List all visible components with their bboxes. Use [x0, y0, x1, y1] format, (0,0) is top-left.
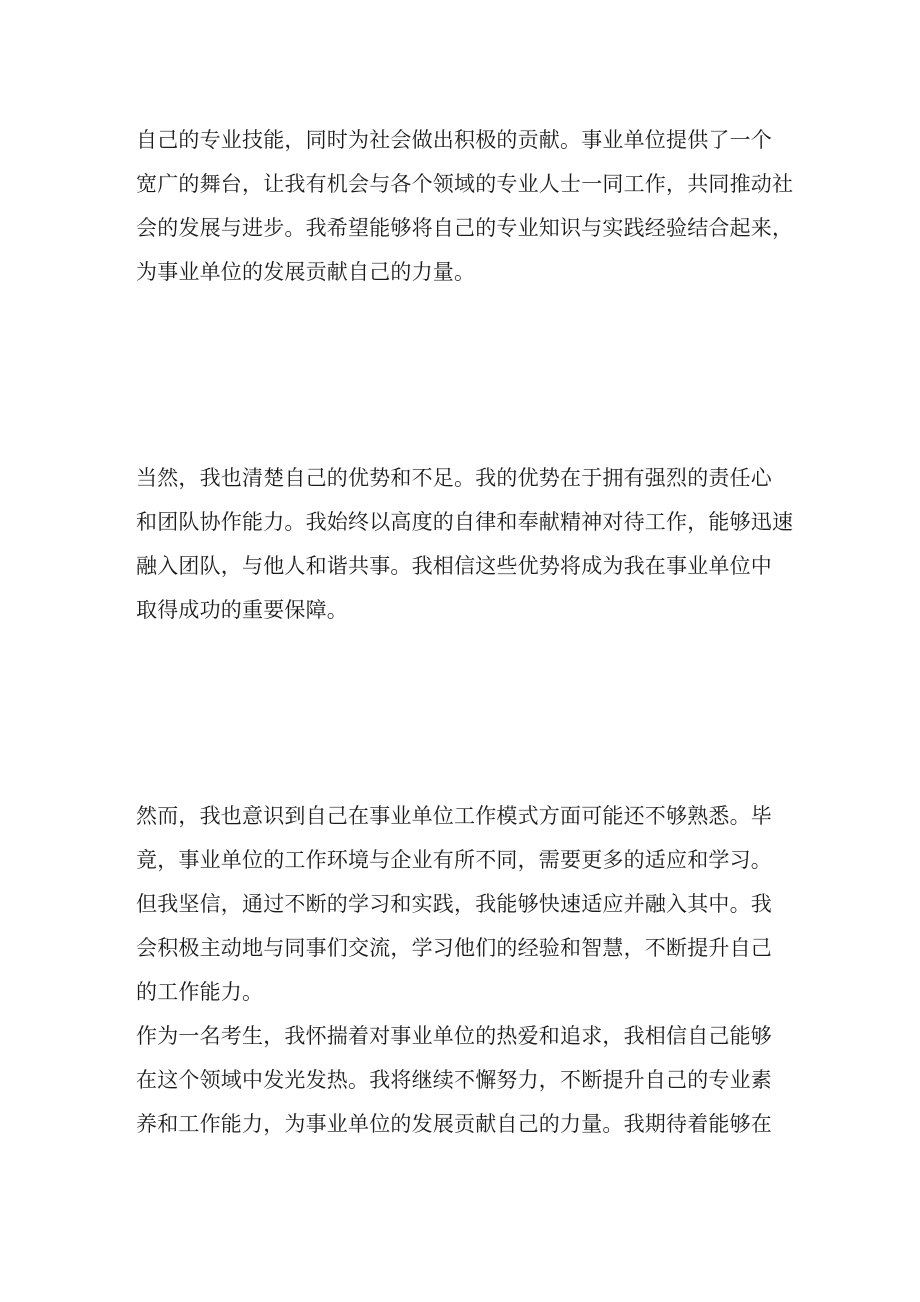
text-line: 的工作能力。	[136, 980, 264, 1004]
paragraph-strengths	[136, 456, 796, 632]
text-line: 取得成功的重要保障。	[136, 598, 348, 622]
paragraph-contribution	[136, 118, 796, 294]
text-line: 和团队协作能力。我始终以高度的自律和奉献精神对待工作，能够迅速	[136, 510, 794, 534]
text-line: 为事业单位的发展贡献自己的力量。	[136, 260, 476, 284]
text-line: 当然，我也清楚自己的优势和不足。我的优势在于拥有强烈的责任心	[136, 466, 772, 490]
text-line: 会的发展与进步。我希望能够将自己的专业知识与实践经验结合起来，	[136, 216, 794, 240]
text-line: 养和工作能力，为事业单位的发展贡献自己的力量。我期待着能够在	[136, 1112, 772, 1136]
text-line: 宽广的舞台，让我有机会与各个领域的专业人士一同工作，共同推动社	[136, 172, 794, 196]
paragraph-weaknesses	[136, 794, 796, 1146]
text-line: 然而，我也意识到自己在事业单位工作模式方面可能还不够熟悉。毕	[136, 804, 772, 828]
text-line: 融入团队，与他人和谐共事。我相信这些优势将成为我在事业单位中	[136, 554, 772, 578]
text-line: 会积极主动地与同事们交流，学习他们的经验和智慧，不断提升自己	[136, 936, 772, 960]
text-line: 在这个领域中发光发热。我将继续不懈努力，不断提升自己的专业素	[136, 1068, 772, 1092]
text-line: 自己的专业技能，同时为社会做出积极的贡献。事业单位提供了一个	[136, 128, 772, 152]
text-line: 竟，事业单位的工作环境与企业有所不同，需要更多的适应和学习。	[136, 848, 772, 872]
text-line: 作为一名考生，我怀揣着对事业单位的热爱和追求，我相信自己能够	[136, 1024, 772, 1048]
text-line: 但我坚信，通过不断的学习和实践，我能够快速适应并融入其中。我	[136, 892, 772, 916]
